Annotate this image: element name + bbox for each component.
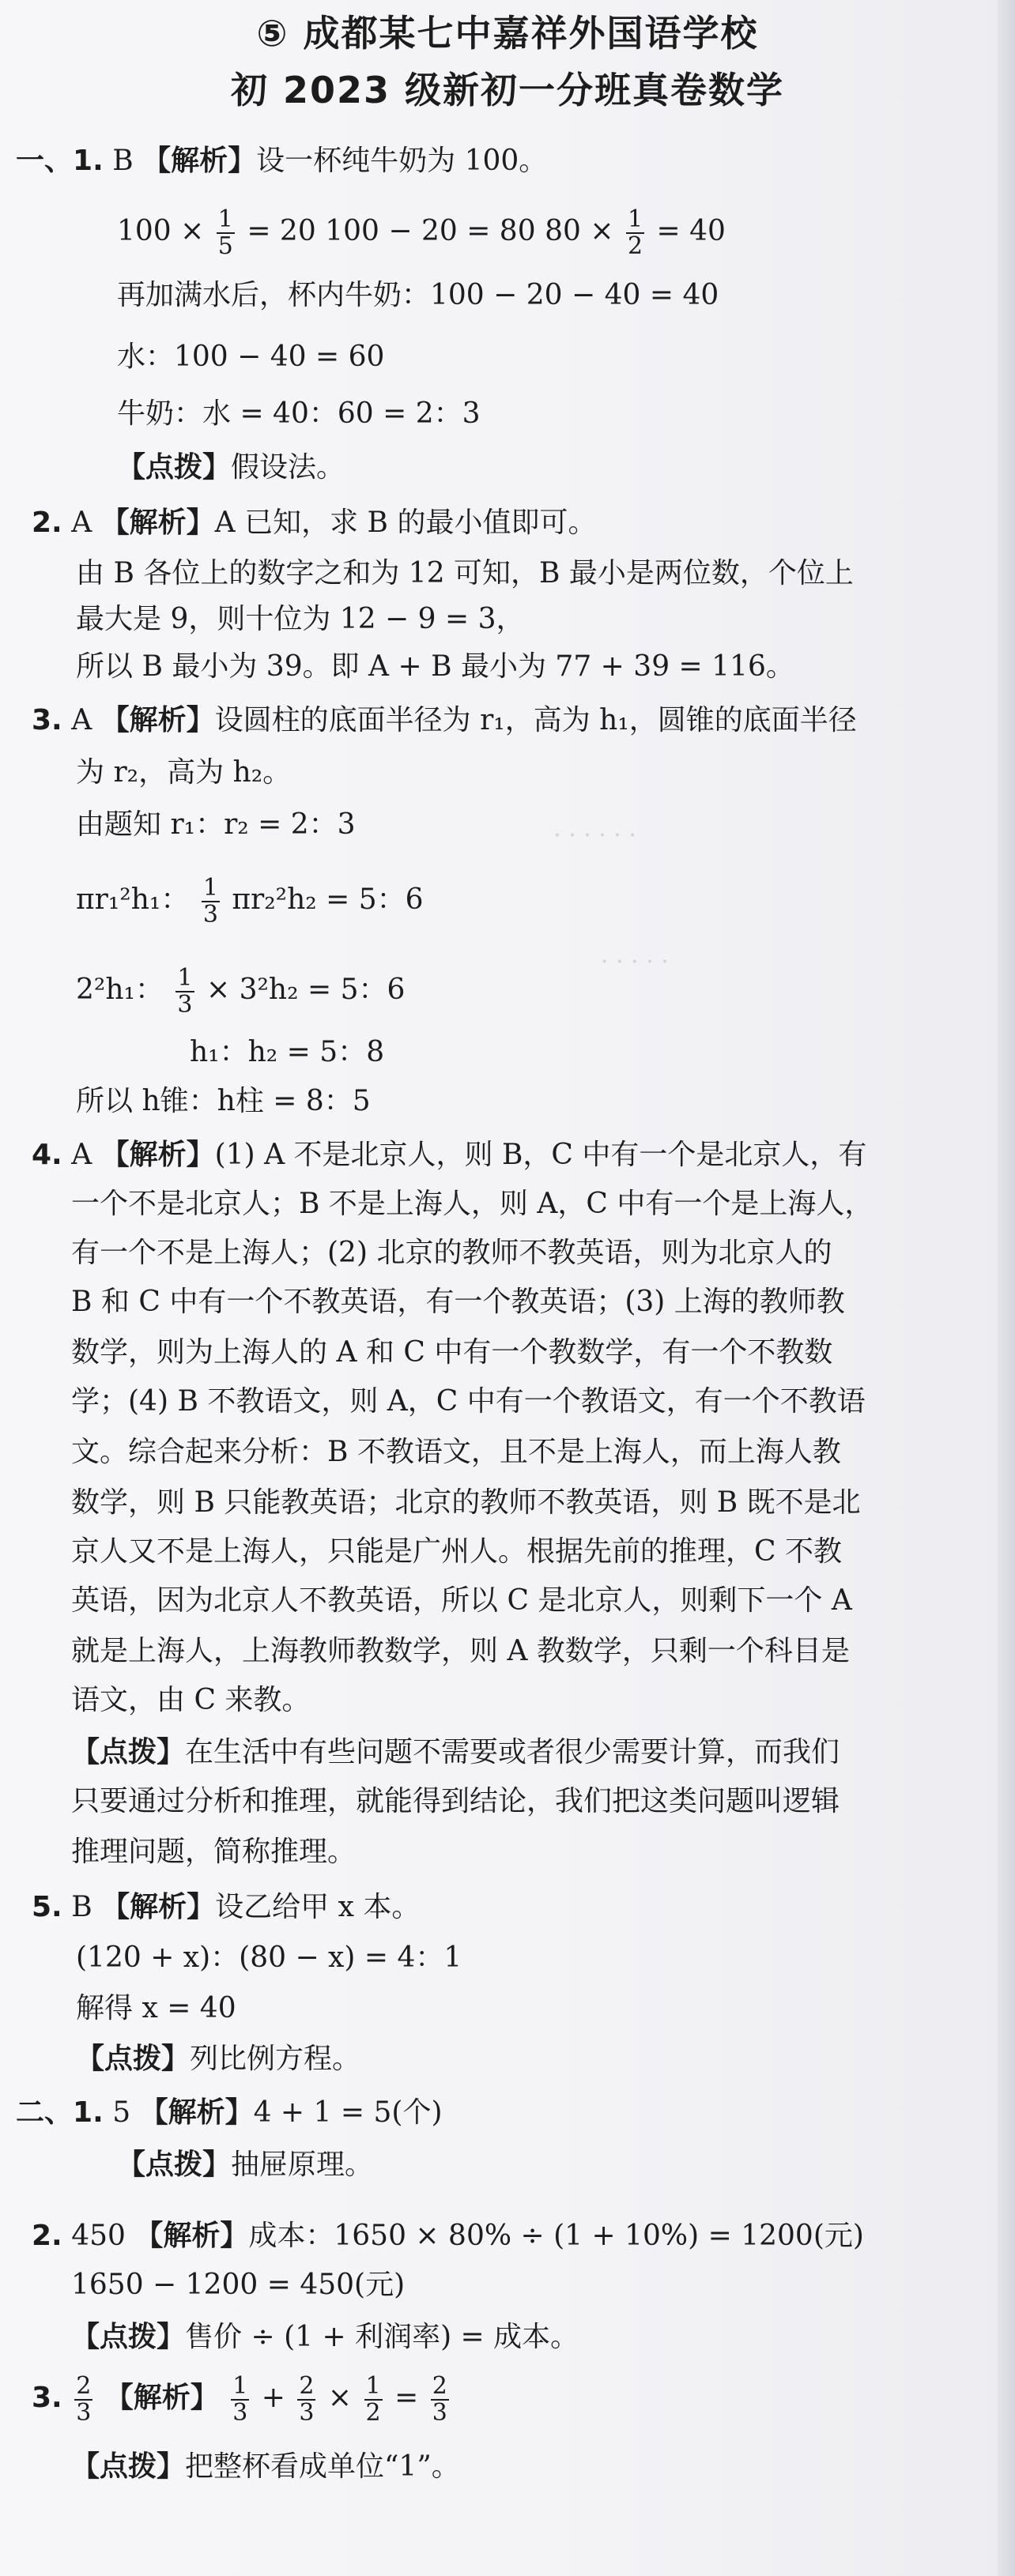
section-label: 一、 [16,145,74,177]
question-1-5 [32,1890,420,1925]
question-number: 4. [32,1139,62,1171]
eq-text: × 3²h₂ = 5：6 [206,974,406,1006]
fraction [231,2374,249,2426]
numerator: 1 [627,205,643,233]
text-line: 语文，由 C 来教。 [71,1684,311,1716]
tip-tag: 【点拨】 [76,2043,191,2075]
text-line: 英语，因为北京人不教英语，所以 C 是北京人，则剩下一个 A [71,1584,852,1617]
text-line: 学；(4) B 不教语文，则 A，C 中有一个教语文，有一个不教语 [71,1385,866,1418]
analysis-text: (1) A 不是北京人，则 B，C 中有一个是北京人，有 [214,1139,867,1171]
fraction [175,966,194,1018]
question-1-4 [32,1138,866,1173]
equation-line: h₁：h₂ = 5：8 [190,1036,385,1068]
fraction [626,207,644,259]
denominator: 3 [202,901,218,928]
text-line: 数学，则 B 只能教英语；北京的教师不教英语，则 B 既不是北 [71,1486,861,1519]
analysis-text: 成本：1650 × 80% ÷ (1 + 10%) = 1200(元) [248,2220,864,2252]
analysis-tag: 【解析】 [139,2096,254,2129]
analysis-text: 设一杯纯牛奶为 100。 [256,145,548,177]
answer: A [71,704,92,736]
question-number: 2. [32,507,62,539]
equation-line: 1650 − 1200 = 450(元) [71,2269,406,2301]
numerator: 2 [299,2372,315,2400]
denominator: 5 [217,232,233,260]
text-line: 一个不是北京人；B 不是上海人，则 A，C 中有一个是上海人， [71,1188,874,1220]
text-line: B 和 C 中有一个不教英语，有一个教英语；(3) 上海的教师教 [71,1286,845,1318]
tip-text: 售价 ÷ (1 + 利润率) = 成本。 [185,2321,579,2353]
question-1-3 [32,703,857,738]
analysis-tag: 【解析】 [104,2382,219,2414]
text-line: 由 B 各位上的数字之和为 12 可知，B 最小是两位数，个位上 [76,557,854,589]
question-number: 1. [73,2096,104,2129]
operator: + [261,2382,285,2414]
page-title-line1: ⑤ 成都某七中嘉祥外国语学校 [256,12,759,55]
text-line: 由题知 r₁：r₂ = 2：3 [76,808,356,841]
tip-line: 推理问题，简称推理。 [71,1836,357,1868]
text-line: 文。综合起来分析：B 不教语文，且不是上海人，而上海人教 [71,1436,841,1468]
text-line: 最大是 9，则十位为 12 − 9 = 3， [76,603,525,635]
analysis-tag: 【解析】 [100,704,215,736]
question-2-3 [32,2374,452,2426]
tip-line [117,2148,373,2182]
denominator: 3 [432,2399,447,2427]
denominator: 2 [365,2399,381,2427]
question-2-2 [32,2219,864,2254]
equation-line [76,966,405,1018]
tip-text: 假设法。 [231,451,345,484]
answer: A [71,1139,92,1171]
text-line: 就是上海人，上海教师教数学，则 A 教数学，只剩一个科目是 [71,1635,850,1667]
numerator: 1 [232,2372,248,2400]
equation-line [76,876,424,928]
numerator: 1 [217,205,233,233]
text-line: 所以 B 最小为 39。即 A + B 最小为 77 + 39 = 116。 [76,650,794,683]
tip-line [76,2042,360,2077]
denominator: 3 [299,2399,315,2427]
text-line: 京人又不是上海人，只能是广州人。根据先前的推理，C 不教 [71,1535,842,1568]
calc-text: = 20 100 − 20 = 80 80 × [247,215,614,247]
analysis-tag: 【解析】 [100,1139,215,1171]
tip-tag: 【点拨】 [71,1736,186,1768]
eq-text: 2²h₁： [76,974,164,1006]
analysis-text: 设圆柱的底面半径为 r₁，高为 h₁，圆锥的底面半径 [214,704,857,736]
tip-line [71,1735,840,1770]
question-number: 3. [32,2382,62,2414]
calc-text: 100 × [117,215,205,247]
analysis-text: 4 + 1 = 5(个) [253,2096,443,2129]
calc-text: = 40 [656,215,726,247]
tip-line [71,2450,460,2484]
denominator: 2 [627,232,643,260]
answer-fraction [74,2374,92,2426]
tip-text: 抽屉原理。 [231,2149,374,2181]
equation-line: (120 + x)：(80 − x) = 4：1 [76,1941,462,1974]
calc-line: 再加满水后，杯内牛奶：100 − 20 − 40 = 40 [117,279,719,311]
tip-tag: 【点拨】 [71,2321,186,2353]
tip-tag: 【点拨】 [71,2450,186,2483]
analysis-text: 设乙给甲 x 本。 [215,1891,421,1923]
answer: B [112,145,134,177]
question-number: 3. [32,704,62,736]
question-number: 2. [32,2220,62,2252]
denominator: 3 [177,991,193,1019]
page-edge [998,0,1015,2576]
question-1-1 [16,144,547,179]
section-label: 二、 [16,2096,74,2129]
tip-text: 把整杯看成单位“1”。 [185,2450,460,2483]
fraction [217,207,235,259]
fraction [297,2374,315,2426]
numerator: 2 [76,2372,92,2400]
question-2-1 [16,2096,442,2130]
answer: B [71,1891,92,1923]
text-line: 为 r₂，高为 h₂。 [76,756,292,789]
tip-text: 在生活中有些问题不需要或者很少需要计算，而我们 [185,1736,840,1768]
eq-text: πr₂²h₂ = 5：6 [232,883,424,916]
numerator: 1 [177,964,193,992]
question-1-2 [32,506,596,540]
answer: 450 [71,2220,126,2252]
denominator: 3 [232,2399,248,2427]
text-line: 数学，则为上海人的 A 和 C 中有一个教数学，有一个不教数 [71,1336,833,1369]
analysis-text: A 已知，求 B 的最小值即可。 [214,507,597,539]
question-number: 5. [32,1891,62,1923]
tip-tag: 【点拨】 [117,451,232,484]
numerator: 1 [365,2372,381,2400]
analysis-tag: 【解析】 [101,1891,216,1923]
equation-line: 解得 x = 40 [76,1992,236,2024]
equation-line: 所以 h锥：h柱 = 8：5 [76,1085,371,1117]
tip-line [71,2320,579,2355]
analysis-tag: 【解析】 [142,145,257,177]
denominator: 3 [76,2399,92,2427]
tip-text: 列比例方程。 [190,2043,361,2075]
page-title-line2: 初 2023 级新初一分班真卷数学 [230,69,785,111]
bleed-through-text: · · · · · · [553,822,636,849]
tip-tag: 【点拨】 [117,2149,232,2181]
text-line: 有一个不是上海人；(2) 北京的教师不教英语，则为北京人的 [71,1237,832,1269]
numerator: 2 [432,2372,447,2400]
tip-line: 只要通过分析和推理，就能得到结论，我们把这类问题叫逻辑 [71,1785,840,1817]
numerator: 1 [202,874,218,902]
analysis-tag: 【解析】 [100,507,215,539]
answer: A [71,507,92,539]
fraction [431,2374,449,2426]
calc-line [117,207,726,259]
analysis-tag: 【解析】 [134,2220,249,2252]
eq-text: πr₁²h₁： [76,883,190,916]
fraction [202,876,220,928]
calc-line: 牛奶：水 = 40：60 = 2：3 [117,397,481,430]
operator: = [394,2382,419,2414]
answer: 5 [112,2096,131,2129]
fraction [364,2374,383,2426]
operator: × [327,2382,353,2414]
calc-line: 水：100 − 40 = 60 [117,341,385,373]
bleed-through-text: · · · · · [601,948,669,976]
tip-line [117,450,345,485]
question-number: 1. [73,145,104,177]
